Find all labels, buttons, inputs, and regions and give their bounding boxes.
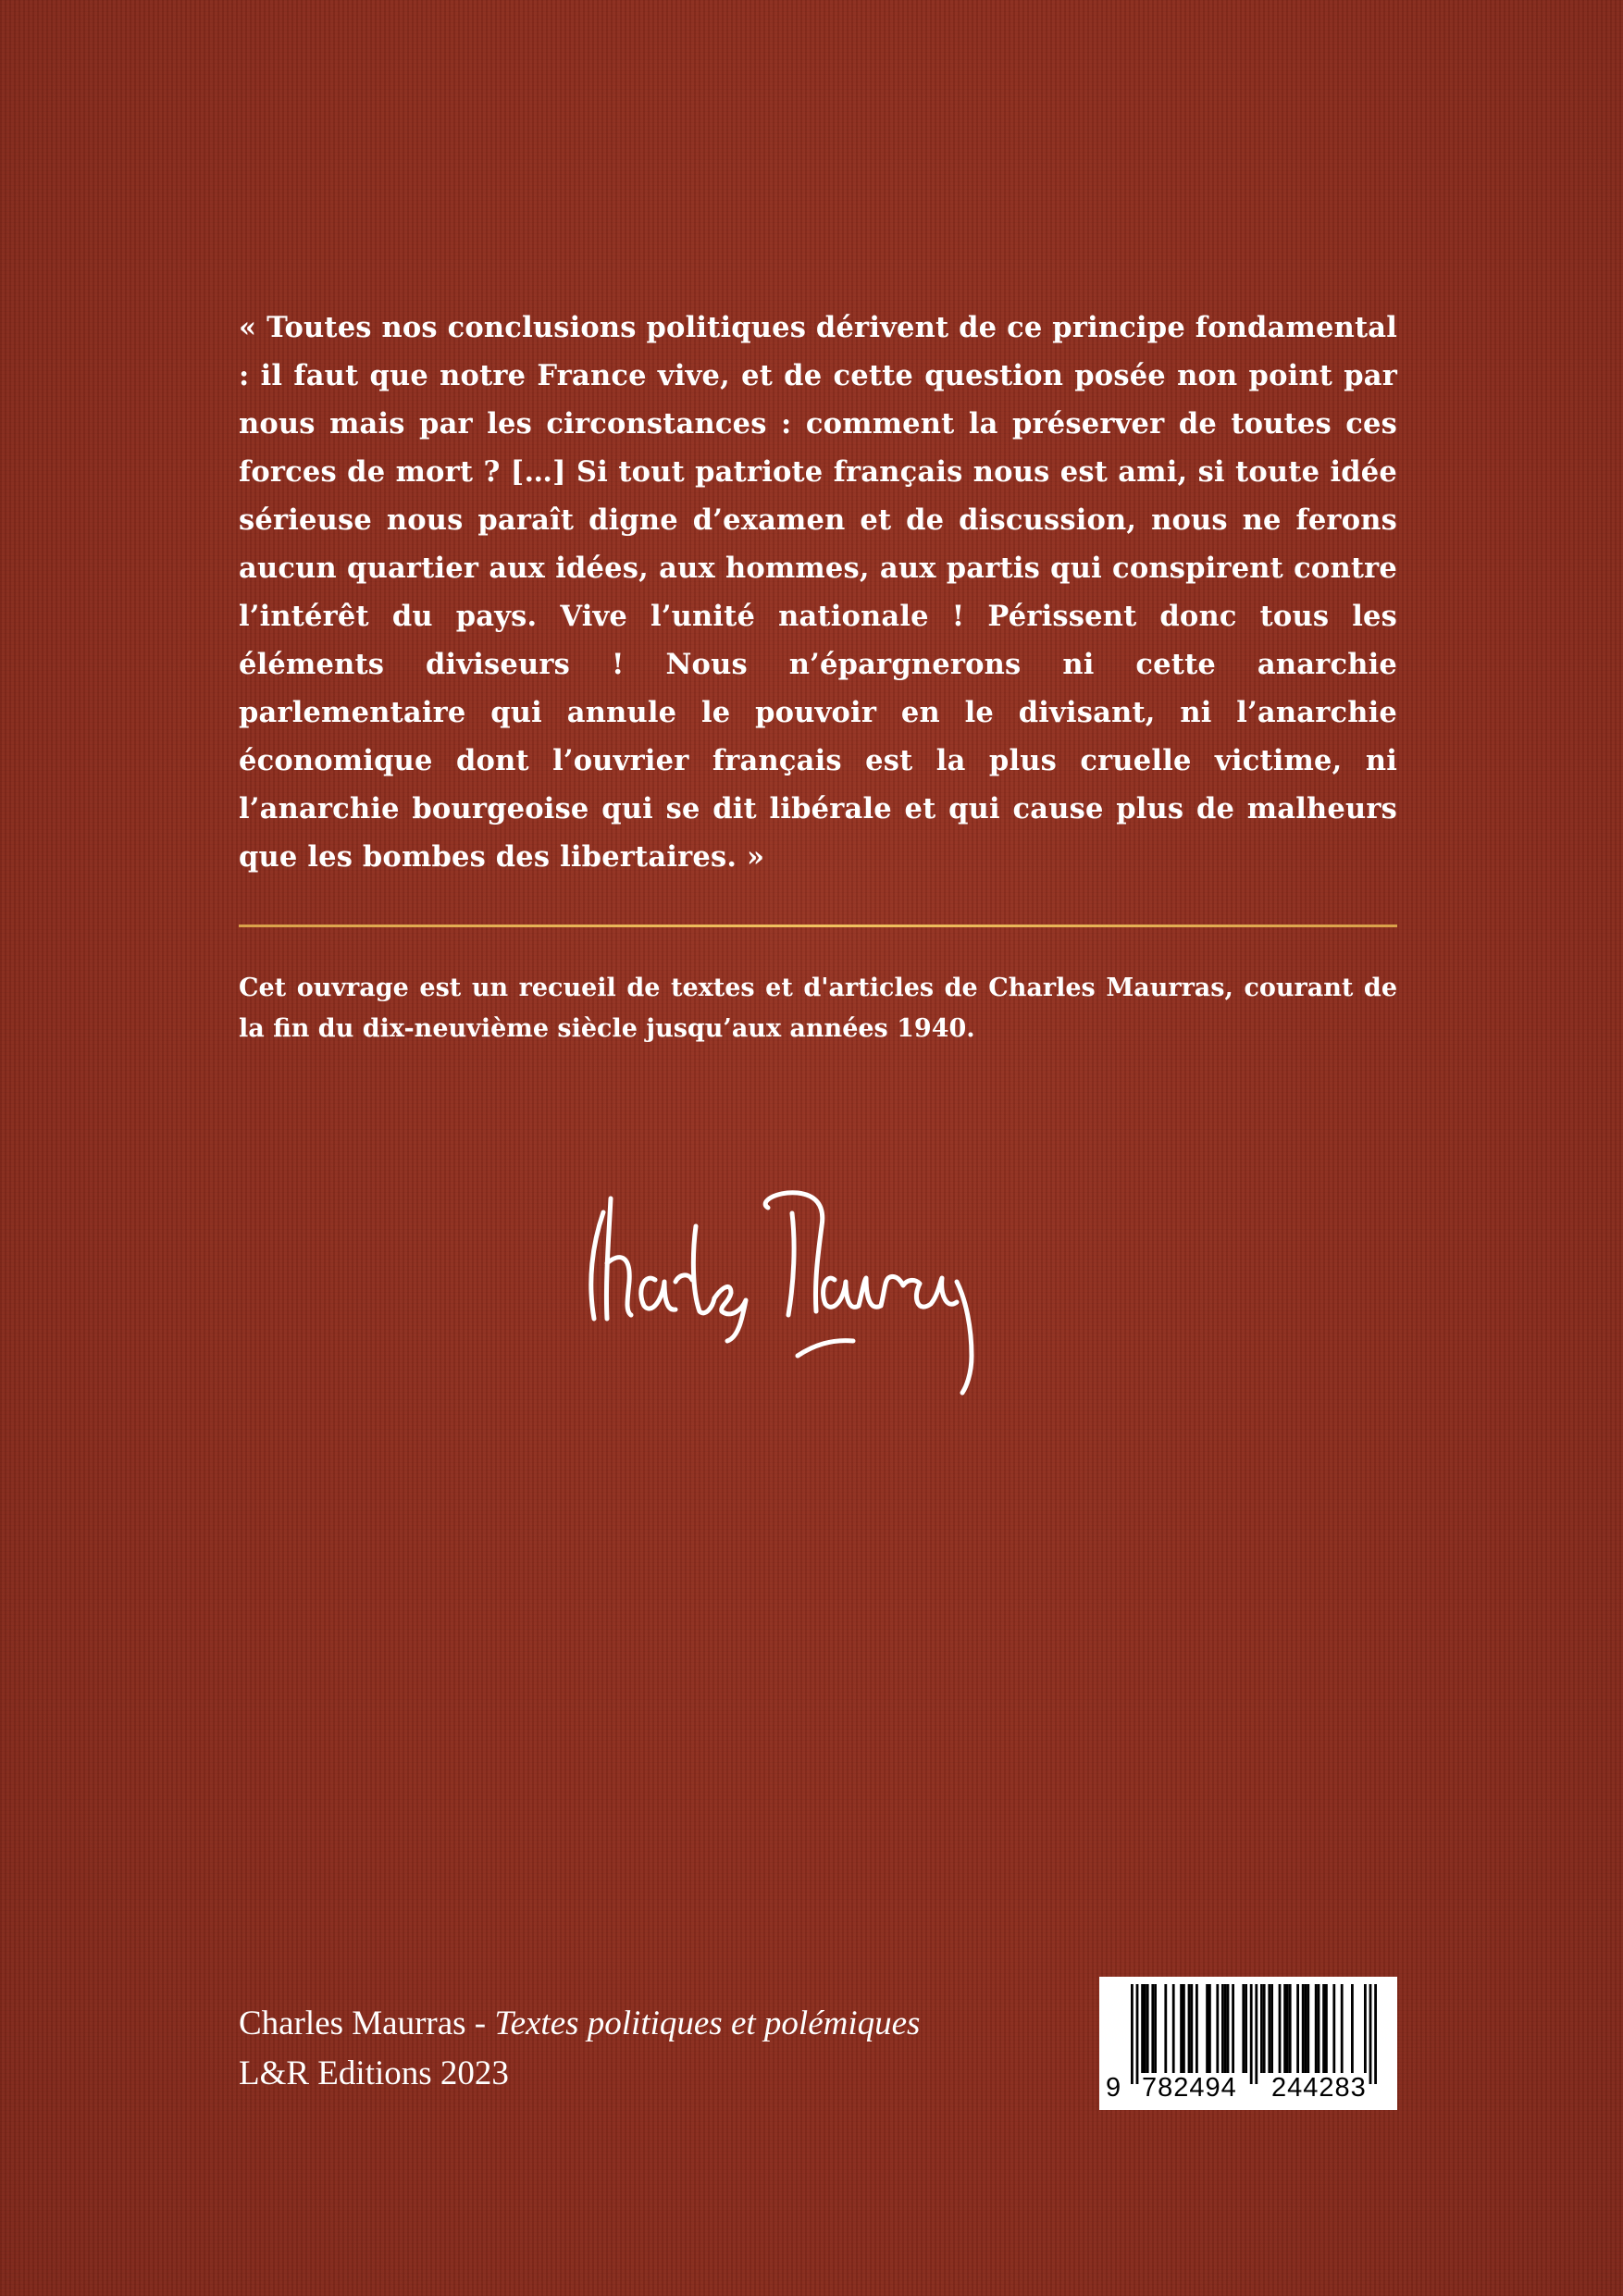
barcode-bar (1144, 1984, 1146, 2073)
barcode-bar (1250, 1984, 1253, 2084)
barcode-bar (1183, 1984, 1185, 2073)
barcode-bar (1154, 1984, 1157, 2073)
barcode-bar (1260, 1984, 1263, 2073)
barcode-first-digit: 9 (1106, 2073, 1121, 2103)
barcode-bar (1270, 1984, 1273, 2073)
barcode-bar (1232, 1984, 1234, 2073)
barcode-bar (1190, 1984, 1193, 2073)
barcode-bar (1172, 1984, 1175, 2073)
barcode-bar (1279, 1984, 1282, 2073)
barcode-bar (1305, 1984, 1307, 2073)
barcode-bar (1151, 1984, 1154, 2073)
imprint-author: Charles Maurras - (239, 2004, 495, 2042)
barcode-bar (1196, 1984, 1198, 2073)
barcode-bar (1208, 1984, 1211, 2073)
barcode-bar (1315, 1984, 1318, 2073)
imprint-block (239, 1999, 920, 2099)
barcode-bar (1263, 1984, 1266, 2073)
imprint-author-title (239, 1999, 920, 2049)
barcode-bar (1374, 1984, 1377, 2084)
barcode-bar (1206, 1984, 1208, 2073)
barcode-left-group: 782494 (1142, 2073, 1237, 2103)
barcode-bar (1322, 1984, 1325, 2073)
barcode-bar (1325, 1984, 1328, 2073)
barcode-bar (1286, 1984, 1289, 2073)
barcode-bar (1332, 1984, 1335, 2073)
barcode-bar (1224, 1984, 1227, 2073)
handwritten-signature (583, 1143, 1046, 1402)
barcode-digits (1099, 2073, 1397, 2106)
barcode-bar (1146, 1984, 1149, 2073)
barcode-bar (1307, 1984, 1309, 2073)
barcode-bar (1245, 1984, 1247, 2073)
barcode-bar (1296, 1984, 1299, 2073)
barcode-right-group: 244283 (1271, 2073, 1367, 2103)
barcode-bar (1131, 1984, 1134, 2084)
barcode-bar (1164, 1984, 1167, 2073)
barcode-bar (1318, 1984, 1320, 2073)
barcode-bar (1268, 1984, 1270, 2073)
barcode-bar (1242, 1984, 1245, 2073)
barcode-bar (1369, 1984, 1372, 2084)
barcode-bar (1351, 1984, 1354, 2073)
imprint-publisher: L&R Editions 2023 (239, 2054, 509, 2092)
divider-rule (239, 925, 1397, 927)
barcode-bar (1283, 1984, 1286, 2073)
barcode-bar (1188, 1984, 1191, 2073)
barcode-bar (1216, 1984, 1219, 2073)
barcode-bar (1341, 1984, 1344, 2073)
barcode-bar (1255, 1984, 1258, 2084)
isbn-barcode (1099, 1977, 1397, 2110)
imprint-title: Textes politiques et polémiques (494, 2004, 921, 2042)
barcode-bar (1136, 1984, 1139, 2084)
barcode-bar (1227, 1984, 1230, 2073)
book-summary: Cet ouvrage est un recueil de textes et d'articles de Charles Maurras, courant de la fin du dix-neuvième siècle jusqu’aux années 1940. (239, 974, 1397, 1043)
barcode-bar (1141, 1984, 1144, 2073)
barcode-bar (1221, 1984, 1224, 2073)
barcode-bar (1289, 1984, 1292, 2073)
quote-text: « Toutes nos conclusions politiques dérivent de ce principe fondamental : il faut que notre France vive, et de cette question posée non point par nous mais par les circonstances : comment la préserver de toutes ces forces de mort ? […] Si tout patriote français nous est ami, si toute idée sérieuse nous paraît digne d’examen et de discussion, nous ne ferons aucun quartier aux idées, aux hommes, aux partis qui conspirent contre l’intérêt du pays. Vive l’unité nationale ! Périssent donc tous les éléments diviseurs ! Nous n’épargnerons ni cette anarchie parlementaire qui annule le pouvoir en le divisant, ni l’anarchie économique dont l’ouvrier français est la plus cruelle victime, ni l’anarchie bourgeoise qui se dit libérale et qui cause plus de malheurs que les bombes des libertaires. » (239, 311, 1397, 874)
barcode-bar (1180, 1984, 1183, 2073)
barcode-bar (1364, 1984, 1367, 2073)
barcode-bar (1302, 1984, 1305, 2073)
